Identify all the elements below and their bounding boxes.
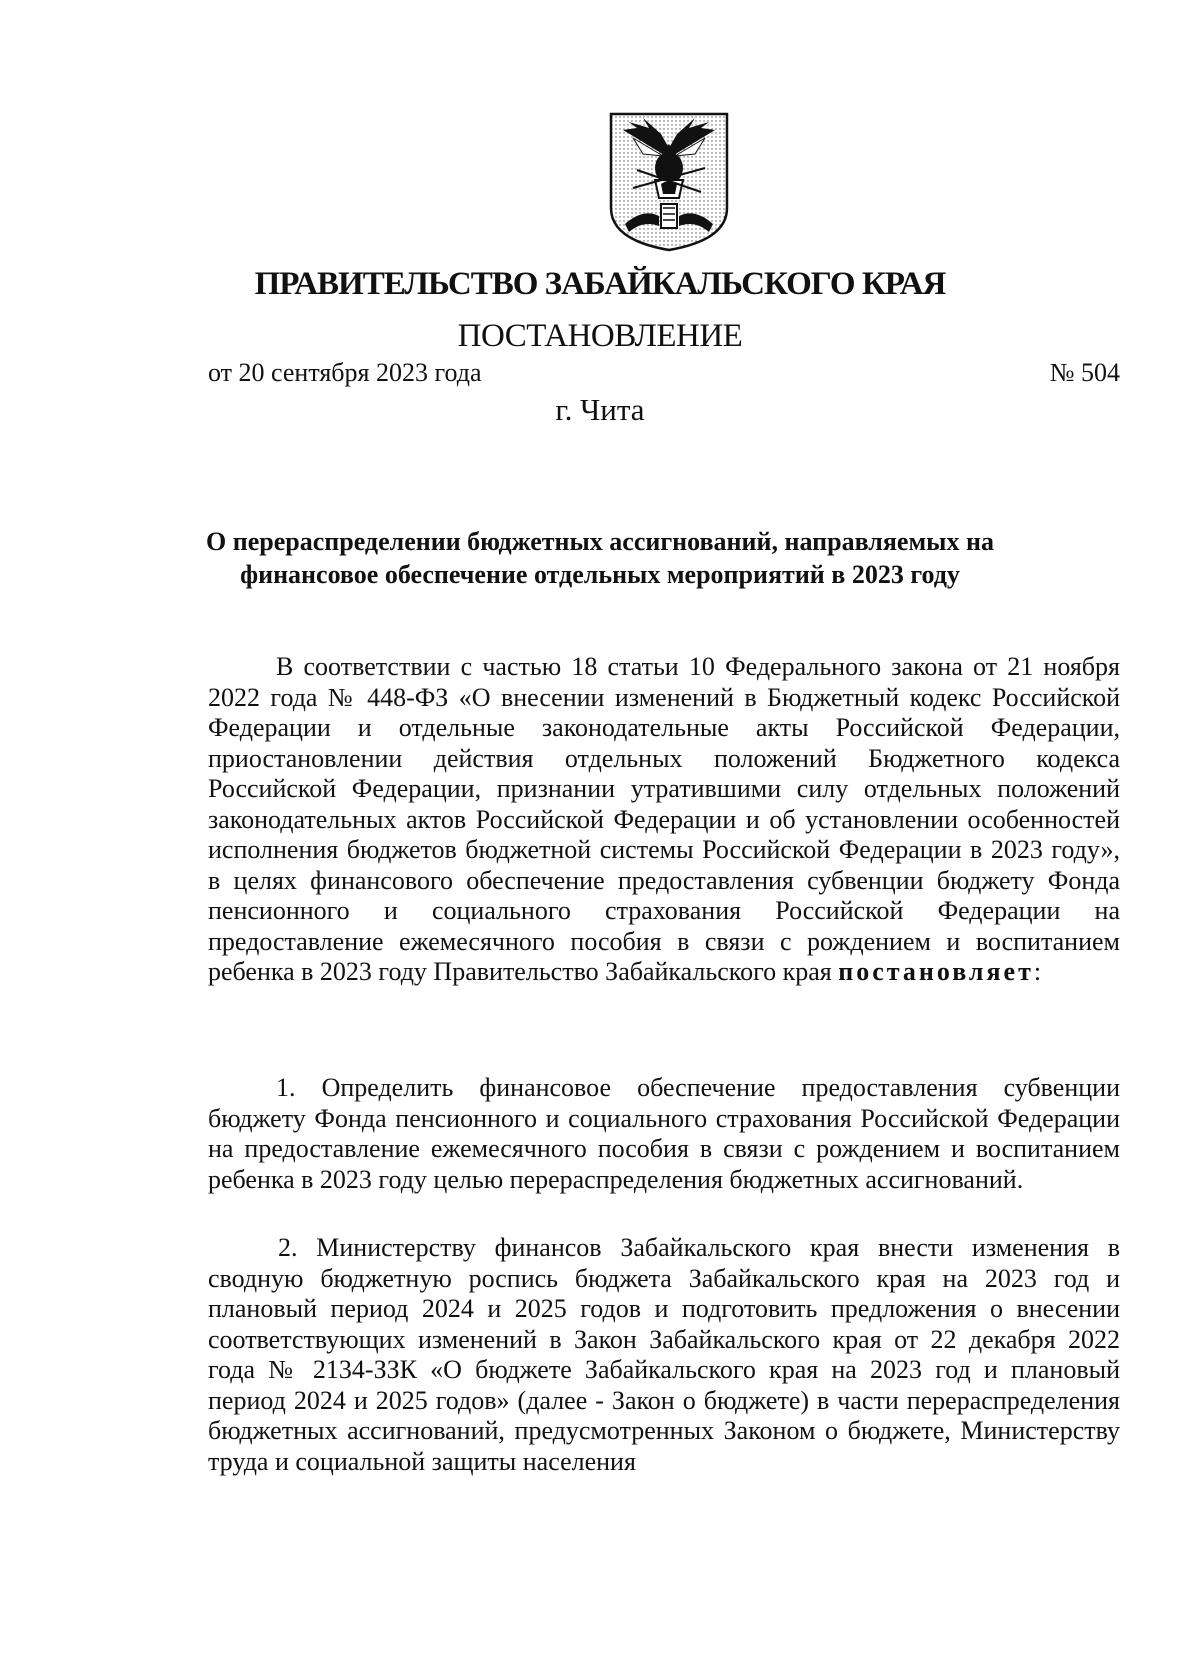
list-item: [208, 1073, 1120, 1195]
preamble-text: В соответствии с частью 18 статьи 10 Федерального закона от 21 ноября 2022 года № 448-ФЗ «О внесении изменений в Бюджетный кодекс Российской Федерации и отдельные законодательные акты Российской Федерации, приостановлении действия отдельных положений Бюджетного кодекса Российской Федерации, признании утратившими силу отдельных положений законодательных актов Российской Федерации и об установлении особенностей исполнения бюджетов бюджетной системы Российской Федерации в 2023 году», в целях финансового обеспечение предоставления субвенции бюджету Фонда пенсионного и социального страхования Российской Федерации на предоставление ежемесячного пособия в связи с рождением и воспитанием ребенка в 2023 году Правительство Забайкальского края: [208, 652, 1120, 986]
document-date: от 20 сентября 2023 года: [208, 358, 482, 387]
document-city: г. Чита: [555, 392, 645, 427]
document-number: № 504: [1049, 358, 1120, 387]
subject-line-2: финансовое обеспечение отдельных мероприятий в 2023 году: [240, 560, 960, 589]
decree-word: постановляет: [838, 957, 1034, 986]
item-1-text: 1. Определить финансовое обеспечение предоставления субвенции бюджету Фонда пенсионного и социального страхования Российской Федерации на предоставление ежемесячного пособия в связи с рождением и воспитанием ребенка в 2023 году целью перераспределения бюджетных ассигнований.: [208, 1073, 1120, 1194]
document-subject: [150, 525, 1050, 591]
preamble-paragraph: [208, 652, 1120, 988]
zabaikalsky-krai-coat-of-arms-icon: [603, 108, 735, 254]
list-item: [208, 1233, 1120, 1477]
preamble-colon: :: [1033, 957, 1042, 986]
document-type: ПОСТАНОВЛЕНИЕ: [457, 318, 743, 354]
subject-line-1: О перераспределении бюджетных ассигнований, направляемых на: [206, 527, 994, 556]
government-title: ПРАВИТЕЛЬСТВО ЗАБАЙКАЛЬСКОГО КРАЯ: [254, 266, 946, 302]
item-2-text: 2. Министерству финансов Забайкальского края внести изменения в сводную бюджетную роспись бюджета Забайкальского края на 2023 год и плановый период 2024 и 2025 годов и подготовить предложения о внесении соответствующих изменений в Закон Забайкальского края от 22 декабря 2022 года № 2134-ЗЗК «О бюджете Забайкальского края на 2023 год и плановый период 2024 и 2025 годов» (далее - Закон о бюджете) в части перераспределения бюджетных ассигнований, предусмотренных Законом о бюджете, Министерству труда и социальной защиты населения: [208, 1233, 1120, 1476]
